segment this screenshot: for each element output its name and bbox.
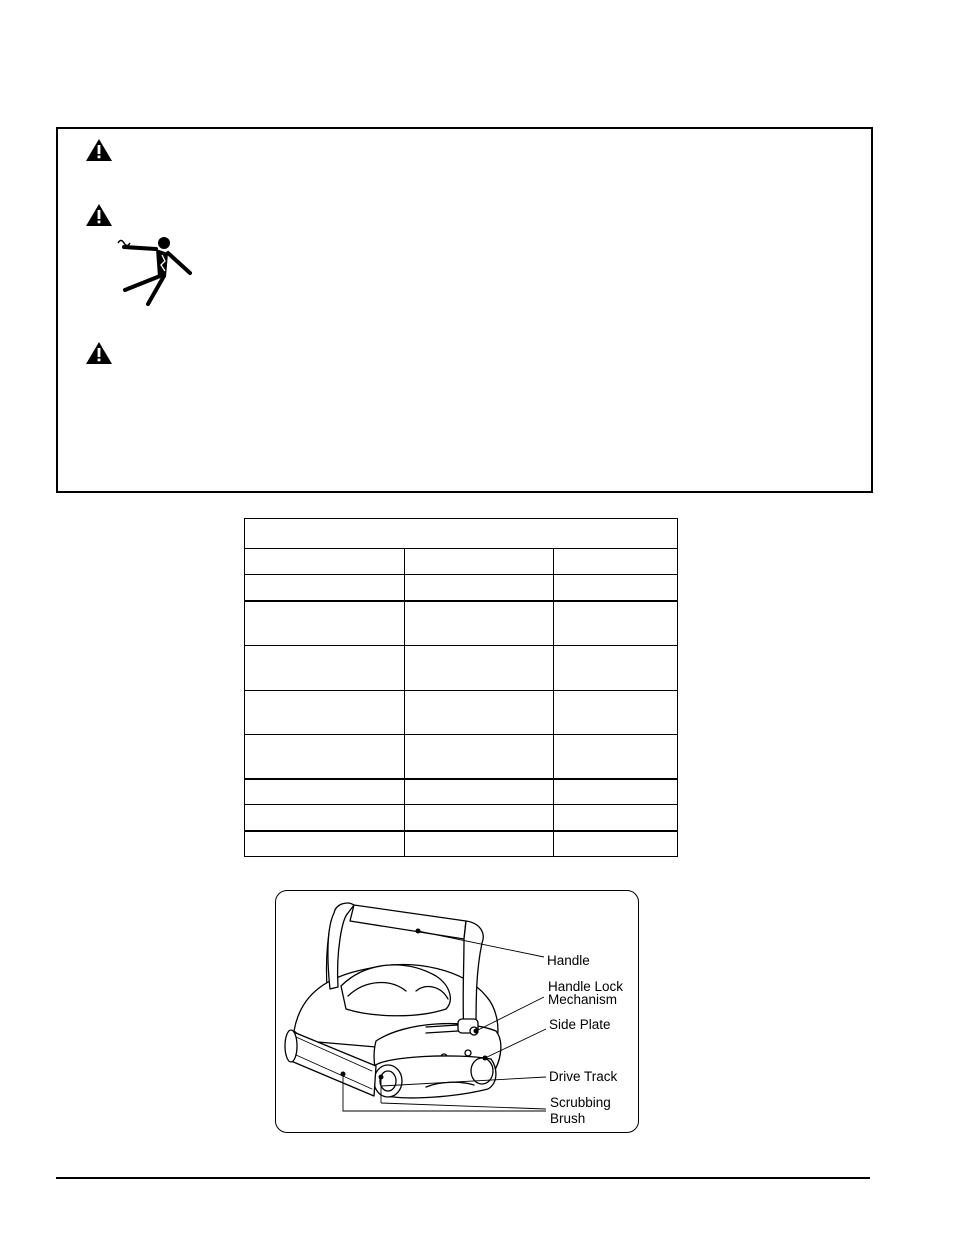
table-cell — [554, 549, 678, 575]
table-cell — [405, 575, 554, 601]
table-cell — [405, 779, 554, 805]
table-cell — [554, 735, 678, 779]
table-cell — [554, 779, 678, 805]
label-line: Scrubbing — [550, 1095, 611, 1110]
table-cell — [554, 601, 678, 646]
table-cell — [405, 601, 554, 646]
electric-shock-icon — [116, 235, 196, 309]
table-cell — [245, 549, 405, 575]
label-line: Mechanism — [548, 992, 618, 1007]
table-cell — [554, 805, 678, 831]
table-cell — [554, 831, 678, 857]
table-cell — [245, 646, 405, 691]
scrubbing-brush-label — [550, 1095, 611, 1127]
table-cell — [245, 779, 405, 805]
side-plate-label: Side Plate — [549, 1017, 611, 1032]
table-cell — [554, 646, 678, 691]
table-cell — [405, 735, 554, 779]
table-cell — [554, 575, 678, 601]
cleaner-parts-figure — [275, 890, 639, 1133]
table-cell — [245, 601, 405, 646]
drive-track-label: Drive Track — [549, 1069, 618, 1084]
handle-lock-mechanism-label — [548, 980, 623, 1006]
table-title-cell — [245, 519, 678, 549]
warning-triangle-icon — [85, 138, 113, 162]
footer-rule — [56, 1177, 870, 1179]
table-cell — [245, 691, 405, 735]
table-cell — [405, 805, 554, 831]
table-cell — [245, 805, 405, 831]
table-cell — [554, 691, 678, 735]
warning-triangle-icon — [85, 203, 113, 227]
table-cell — [405, 831, 554, 857]
label-line: Brush — [550, 1111, 586, 1126]
specification-table — [244, 518, 678, 857]
label-line: Handle Lock — [548, 979, 624, 994]
warning-triangle-icon — [85, 341, 113, 365]
table-cell — [405, 646, 554, 691]
table-cell — [405, 691, 554, 735]
handle-label: Handle — [547, 953, 590, 968]
table-cell — [245, 735, 405, 779]
table-cell — [245, 831, 405, 857]
table-cell — [245, 575, 405, 601]
table-cell — [405, 549, 554, 575]
warning-section — [56, 127, 873, 493]
